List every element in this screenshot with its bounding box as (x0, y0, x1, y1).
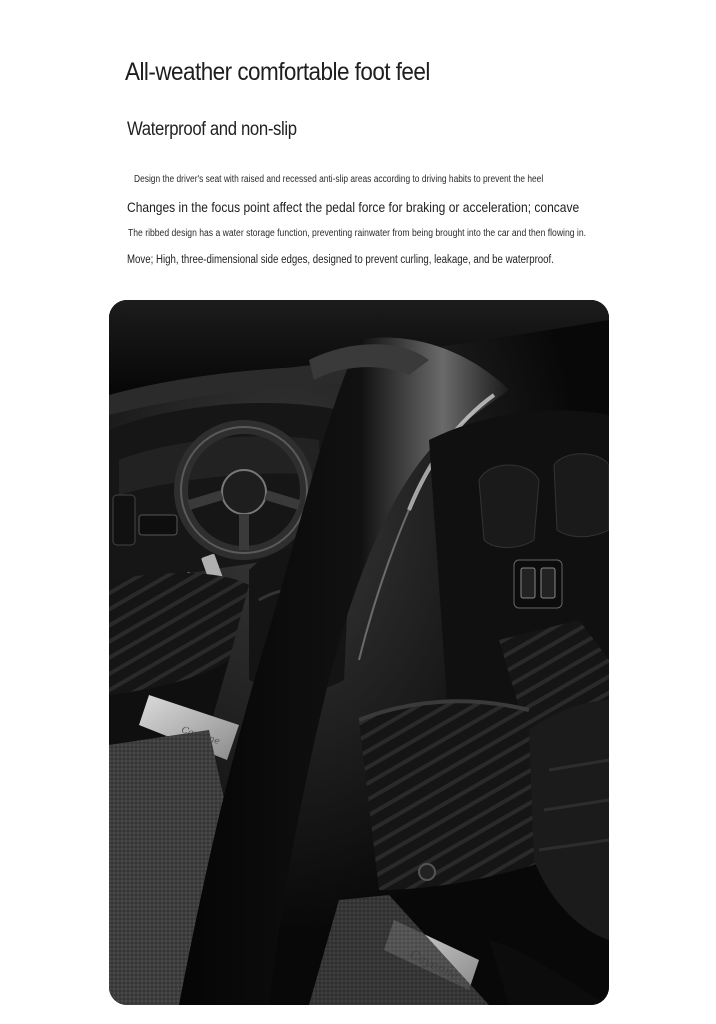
description-line-1: Design the driver's seat with raised and recessed anti-slip areas according to driving habits to prevent the heel (134, 174, 544, 185)
description-line-2: Changes in the focus point affect the pedal force for braking or acceleration; concave (127, 199, 580, 215)
description-line-3: The ribbed design has a water storage function, preventing rainwater from being brought into the car and then flowing in. (128, 228, 586, 239)
page-subtitle: Waterproof and non-slip (127, 119, 297, 140)
page-title: All-weather comfortable foot feel (125, 58, 430, 86)
car-interior-floor-mats-photo-icon (109, 300, 609, 1005)
description-line-4: Move; High, three-dimensional side edges, designed to prevent curling, leakage, and be waterproof. (127, 254, 554, 266)
car-interior-photo (109, 300, 609, 1005)
